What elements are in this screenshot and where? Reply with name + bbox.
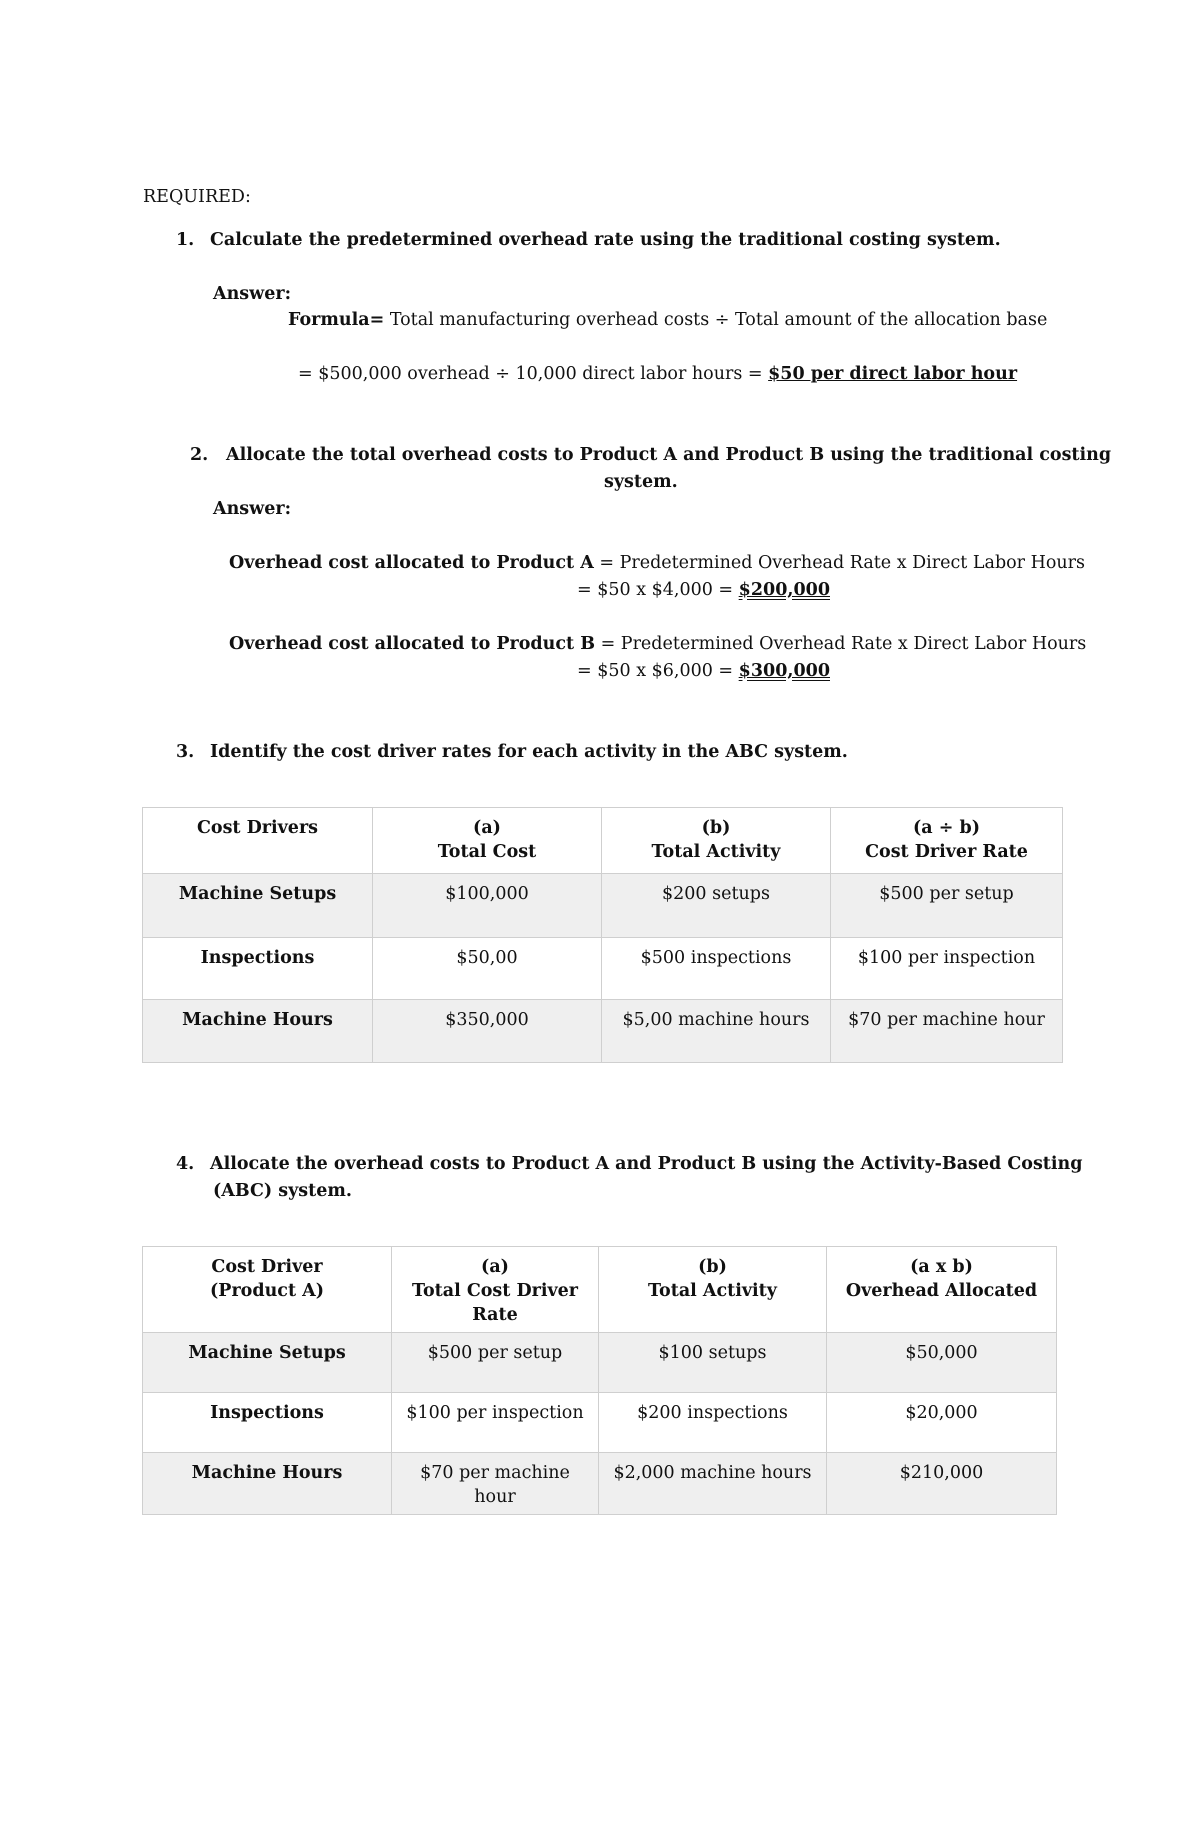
table-cell: $200 setups <box>602 874 831 938</box>
q1-question-text: Calculate the predetermined overhead rate using the traditional costing system. <box>210 230 1001 250</box>
table-row <box>143 1393 1057 1453</box>
q2-product-b-calc <box>577 659 830 683</box>
q2-question-text-1: Allocate the total overhead costs to Product A and Product B using the traditional costing <box>226 445 1112 465</box>
header-cell: Cost Driver (Product A) <box>143 1247 392 1333</box>
table-cell: $100 per inspection <box>831 938 1063 1000</box>
q2-product-b-result: $300,000 <box>738 661 830 681</box>
q2-product-b-calc-text: = $50 x $6,000 = <box>577 661 734 681</box>
q2-product-b-line <box>229 632 1086 656</box>
table-cell: $70 per machine hour <box>831 1000 1063 1063</box>
row-label: Inspections <box>143 1393 392 1453</box>
cost-driver-rates-table <box>142 807 1063 1063</box>
q4-number: 4. <box>176 1154 195 1174</box>
table-row <box>143 1000 1063 1063</box>
table-cell: $100 per inspection <box>392 1393 599 1453</box>
table-row <box>143 1453 1057 1515</box>
table-row <box>143 938 1063 1000</box>
table-cell: $210,000 <box>827 1453 1057 1515</box>
q1-formula-label: Formula= <box>288 310 385 330</box>
header-cell: (b) Total Activity <box>599 1247 827 1333</box>
header-cell: (a) Total Cost <box>373 808 602 874</box>
q4-question-text-1: Allocate the overhead costs to Product A and Product B using the Activity-Based Costing <box>210 1154 1083 1174</box>
q4-question <box>176 1152 1083 1176</box>
table-cell: $500 per setup <box>392 1333 599 1393</box>
table-cell: $350,000 <box>373 1000 602 1063</box>
row-label: Machine Hours <box>143 1000 373 1063</box>
q2-product-a-label: Overhead cost allocated to Product A <box>229 553 594 573</box>
table-row <box>143 874 1063 938</box>
table-cell: $5,00 machine hours <box>602 1000 831 1063</box>
header-cell: (a ÷ b) Cost Driver Rate <box>831 808 1063 874</box>
row-label: Machine Setups <box>143 1333 392 1393</box>
table-cell: $20,000 <box>827 1393 1057 1453</box>
row-label: Inspections <box>143 938 373 1000</box>
q4-question-text-2: (ABC) system. <box>213 1181 352 1201</box>
row-label: Machine Hours <box>143 1453 392 1515</box>
header-cell: (a x b) Overhead Allocated <box>827 1247 1057 1333</box>
q1-formula-text: Total manufacturing overhead costs ÷ Total amount of the allocation base <box>389 310 1048 330</box>
q2-product-a-calc-text: = $50 x $4,000 = <box>577 580 734 600</box>
table-cell: $500 per setup <box>831 874 1063 938</box>
q2-number: 2. <box>190 445 209 465</box>
table-header-row <box>143 1247 1057 1333</box>
header-cell: (a) Total Cost Driver Rate <box>392 1247 599 1333</box>
q2-answer-label: Answer: <box>213 499 292 519</box>
table-cell: $2,000 machine hours <box>599 1453 827 1515</box>
table-cell: $50,000 <box>827 1333 1057 1393</box>
q1-answer-label: Answer: <box>213 284 292 304</box>
table-cell: $50,00 <box>373 938 602 1000</box>
q1-result: $50 per direct labor hour <box>768 364 1018 384</box>
table-header-row <box>143 808 1063 874</box>
q2-product-a-formula: = Predetermined Overhead Rate x Direct Labor Hours <box>599 553 1086 573</box>
q2-product-a-line <box>229 551 1085 575</box>
q1-number: 1. <box>176 230 195 250</box>
table-cell: $100 setups <box>599 1333 827 1393</box>
table-cell: $200 inspections <box>599 1393 827 1453</box>
q1-question <box>176 228 1001 252</box>
table-cell: $500 inspections <box>602 938 831 1000</box>
header-cell: (b) Total Activity <box>602 808 831 874</box>
row-label: Machine Setups <box>143 874 373 938</box>
q3-number: 3. <box>176 742 195 762</box>
q2-product-b-formula: = Predetermined Overhead Rate x Direct Labor Hours <box>600 634 1087 654</box>
q2-question <box>190 443 1111 467</box>
table-cell: $70 per machine hour <box>392 1453 599 1515</box>
q1-calc-text: = $500,000 overhead ÷ 10,000 direct labor hours = <box>298 364 763 384</box>
overhead-allocation-table <box>142 1246 1057 1515</box>
header-cell: Cost Drivers <box>143 808 373 874</box>
table-row <box>143 1333 1057 1393</box>
required-heading: REQUIRED: <box>143 187 251 207</box>
q3-question <box>176 740 848 764</box>
q1-calculation <box>298 362 1017 386</box>
q2-question-text-2: system. <box>604 472 678 492</box>
q2-product-b-label: Overhead cost allocated to Product B <box>229 634 595 654</box>
q1-formula <box>288 308 1047 332</box>
q2-product-a-result: $200,000 <box>738 580 830 600</box>
q3-question-text: Identify the cost driver rates for each activity in the ABC system. <box>210 742 848 762</box>
table-cell: $100,000 <box>373 874 602 938</box>
q2-product-a-calc <box>577 578 830 602</box>
